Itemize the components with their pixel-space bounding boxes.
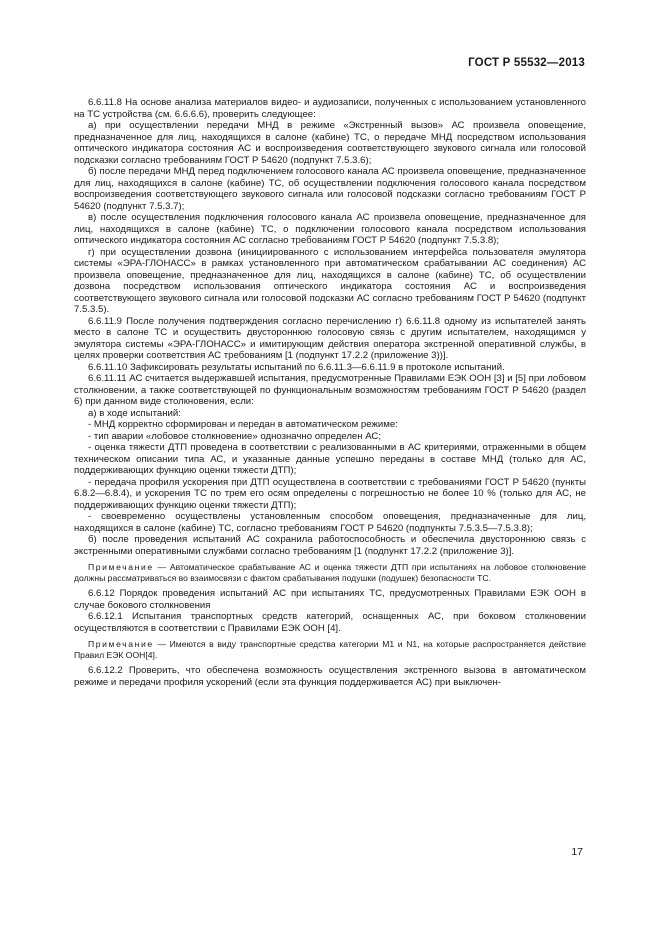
note-text: — Имеются в виду транспортные средства категории М1 и N1, на которые распространяется действие Правил ЕЭК ООН[4]. (74, 639, 586, 660)
list-item-g: г) при осуществлении дозвона (инициированного с использованием интерфейса пользователя эмулятора системы «ЭРА-ГЛОНАСС» в рамках установленного при автоматическом срабатывании АС соединения) АС произвела оповещение, предназначенное для лиц, находящихся в салоне (кабине) ТС, об осуществлении дозвона посредством использования оптического индикатора состояния АС и воспроизведения соответствующего звукового сигнала или голосовой подсказки АС согласно требованиям ГОСТ Р 54620 (подпункт 7.5.3.5). (74, 246, 586, 315)
list-item-a-tests: а) в ходе испытаний: (88, 407, 181, 419)
document-header: ГОСТ Р 55532—2013 (468, 57, 585, 69)
list-item-b: б) после передачи МНД перед подключением голосового канала АС произвела оповещение, предназначенное для лиц, находящихся в салоне (кабине) ТС, об осуществлении подключения голосового канала посредством воспроизведения соответствующего звукового сигнала или голосовой подсказки согласно требованиям ГОСТ Р 54620 (подпункт 7.5.3.7); (74, 166, 586, 212)
dash-item-acceleration: - передача профиля ускорения при ДТП осуществлена в соответствии с требованиями ГОСТ Р 54620 (пункты 6.8.2—6.8.4), и ускорения ТС по трем его осям определены с погрешностью не более 10 % (только для АС, не поддерживающих функцию оценки тяжести ДТП); (74, 476, 586, 511)
dash-item-notification: - своевременно осуществлены установленным способом оповещения, предназначенные для лиц, находящихся в салоне (кабине) ТС, согласно требованиям ГОСТ Р 54620 (подпункты 7.5.3.5—7.5.3.8); (74, 511, 586, 534)
paragraph-6-6-11-10: 6.6.11.10 Зафиксировать результаты испытаний по 6.6.11.3—6.6.11.9 в протоколе испытаний. (88, 361, 505, 373)
paragraph-6-6-12-2: 6.6.12.2 Проверить, что обеспечена возможность осуществления экстренного вызова в автоматическом режиме и передачи профиля ускорений (если эта функция поддерживается АС) при выключен- (74, 665, 586, 688)
dash-item-mnd: - МНД корректно сформирован и передан в автоматическом режиме: (88, 419, 398, 430)
note-vehicle-categories (74, 639, 586, 660)
dash-item-severity: - оценка тяжести ДТП проведена в соответствии с реализованными в АС критериями, отраженными в общем техническом описании типа АС, и указанные данные успешно переданы в составе МНД (только для АС, поддерживающих функцию оценки тяжести ДТП); (74, 442, 586, 476)
note-text: — Автоматическое срабатывание АС и оценка тяжести ДТП при испытаниях на лобовое столкновение должны рассматриваться во взаимосвязи с фактом срабатывания подушки (подушек) безопасности ТС. (74, 562, 586, 583)
paragraph-6-6-11-9: 6.6.11.9 После получения подтверждения согласно перечислению г) 6.6.11.8 одному из испытателей занять место в салоне ТС и осуществить двустороннюю голосовую связь с другим испытателем, находящимся у эмулятора системы «ЭРА-ГЛОНАСС» и имитирующим действия оператора экстренной оперативной службы, в целях проверки соответствия АС требованиям [1 (подпункт 17.2.2 (приложение 3))]. (74, 315, 586, 361)
paragraph-6-6-11-11: 6.6.11.11 АС считается выдержавшей испытания, предусмотренные Правилами ЕЭК ООН [3] и [5] при лобовом столкновении, а также соответствующей по функциональным возможностям требованиям ГОСТ Р 54620 (раздел 6) при данном виде столкновения, если: (74, 373, 586, 407)
paragraph-6-6-12: 6.6.12 Порядок проведения испытаний АС при испытаниях ТС, предусмотренных Правилами ЕЭК ООН в случае бокового столкновения (74, 588, 586, 611)
note-frontal (74, 562, 586, 583)
dash-item-crash-type: - тип аварии «лобовое столкновение» однозначно определен АС; (88, 430, 381, 442)
list-item-a: а) при осуществлении передачи МНД в режиме «Экстренный вызов» АС произвела оповещение, предназначенное для лиц, находящихся в салоне (кабине) ТС, о передаче МНД посредством использования оптического индикатора состояния АС и воспроизведения соответствующего звукового сигнала или голосовой подсказки согласно требованиям ГОСТ Р 54620 (подпункт 7.5.3.6); (74, 120, 586, 166)
paragraph-6-6-12-1: 6.6.12.1 Испытания транспортных средств категорий, оснащенных АС, при боковом столкновении осуществляются в соответствии с Правилами ЕЭК ООН [4]. (74, 611, 586, 634)
page-number: 17 (571, 846, 583, 858)
list-item-b-result: б) после проведения испытаний АС сохранила работоспособность и обеспечила двустороннюю связь с экстренными оперативными службами согласно требованиям [1 (подпункт 17.2.2 (приложение 3)]. (74, 534, 586, 557)
document-body (74, 97, 586, 688)
note-label: Примечание (88, 639, 154, 650)
note-label: Примечание (88, 562, 154, 572)
paragraph-6-6-11-8: 6.6.11.8 На основе анализа материалов видео- и аудиозаписи, полученных с использованием установленного на ТС устройства (см. 6.6.6.6), проверить следующее: (74, 97, 586, 120)
list-item-v: в) после осуществления подключения голосового канала АС произвела оповещение, предназначенное для лиц, находящихся в салоне (кабине) ТС, о подключении голосового канала посредством использования оптического индикатора состояния АС согласно требованиям ГОСТ Р 54620 (подпункт 7.5.3.8); (74, 212, 586, 246)
